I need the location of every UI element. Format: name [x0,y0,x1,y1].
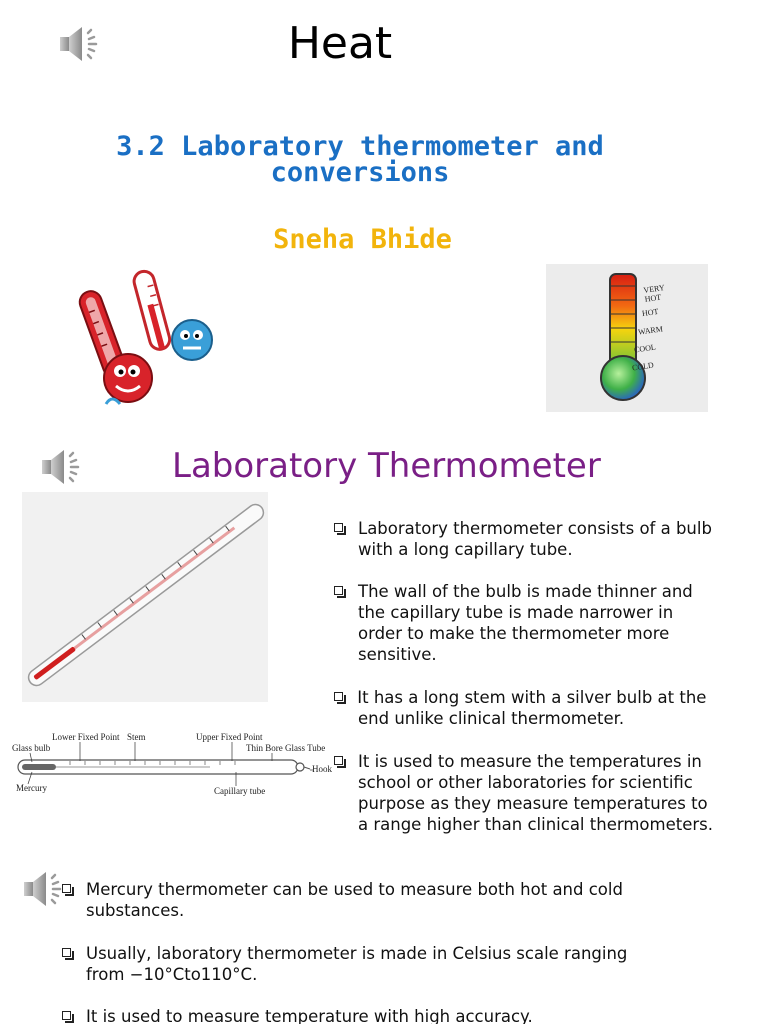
list-item: Mercury thermometer can be used to measure both hot and cold substances. [62,879,742,923]
speaker-icon[interactable] [22,869,66,909]
scale-label: HOT [641,306,659,319]
scale-thermometer-image [546,264,708,412]
scale-label: COOL [633,342,657,355]
list-item: It is used to measure the temperatures in school or other laboratories for scientific purpose as they measure temperatures to a range higher than clinical thermometers. [334,751,754,837]
speaker-icon[interactable] [40,447,84,487]
list-item: It has a long stem with a silver bulb at the end unlike clinical thermometer. [334,687,754,731]
thermometer-diagram [10,728,332,802]
scale-label: COLD [631,360,655,373]
scale-label: WARM [637,324,664,337]
list-item: Laboratory thermometer consists of a bulb with a long capillary tube. [334,518,754,562]
cartoon-thermometers-image [70,258,230,422]
list-item: Usually, laboratory thermometer is made in Celsius scale ranging from −10°Cto110°C. [62,943,742,987]
list-item: It is used to measure temperature with high accuracy. [62,1006,742,1024]
checkbox-bullet-icon [334,523,343,532]
author-name: Sneha Bhide [273,224,452,255]
checkbox-bullet-icon [334,586,343,595]
subtitle-line: 3.2 Laboratory thermometer and [116,131,604,162]
checkbox-bullet-icon [334,692,343,701]
list-item: The wall of the bulb is made thinner and the capillary tube is made narrower in order to make the thermometer more sensitive. [334,581,754,667]
checkbox-bullet-icon [62,884,71,893]
diagram-label: Thin Bore Glass Tube [246,743,326,753]
page-title: Heat [287,18,393,69]
section-title: Laboratory Thermometer [172,446,601,486]
diagram-label: Lower Fixed Point [52,732,120,742]
checkbox-bullet-icon [62,1011,71,1020]
checkbox-bullet-icon [62,948,71,957]
diagram-label: Glass bulb [12,743,51,753]
lesson-subtitle [80,131,640,188]
diagram-label: Upper Fixed Point [196,732,263,742]
scale-label: VERY HOT [642,283,665,304]
diagram-label: Stem [127,732,146,742]
diagram-label: Capillary tube [214,786,266,796]
lab-thermometer-photo [22,492,268,702]
diagram-label: Hook [312,764,332,774]
diagram-label: Mercury [16,783,47,793]
subtitle-line: conversions [270,157,450,188]
checkbox-bullet-icon [334,756,343,765]
